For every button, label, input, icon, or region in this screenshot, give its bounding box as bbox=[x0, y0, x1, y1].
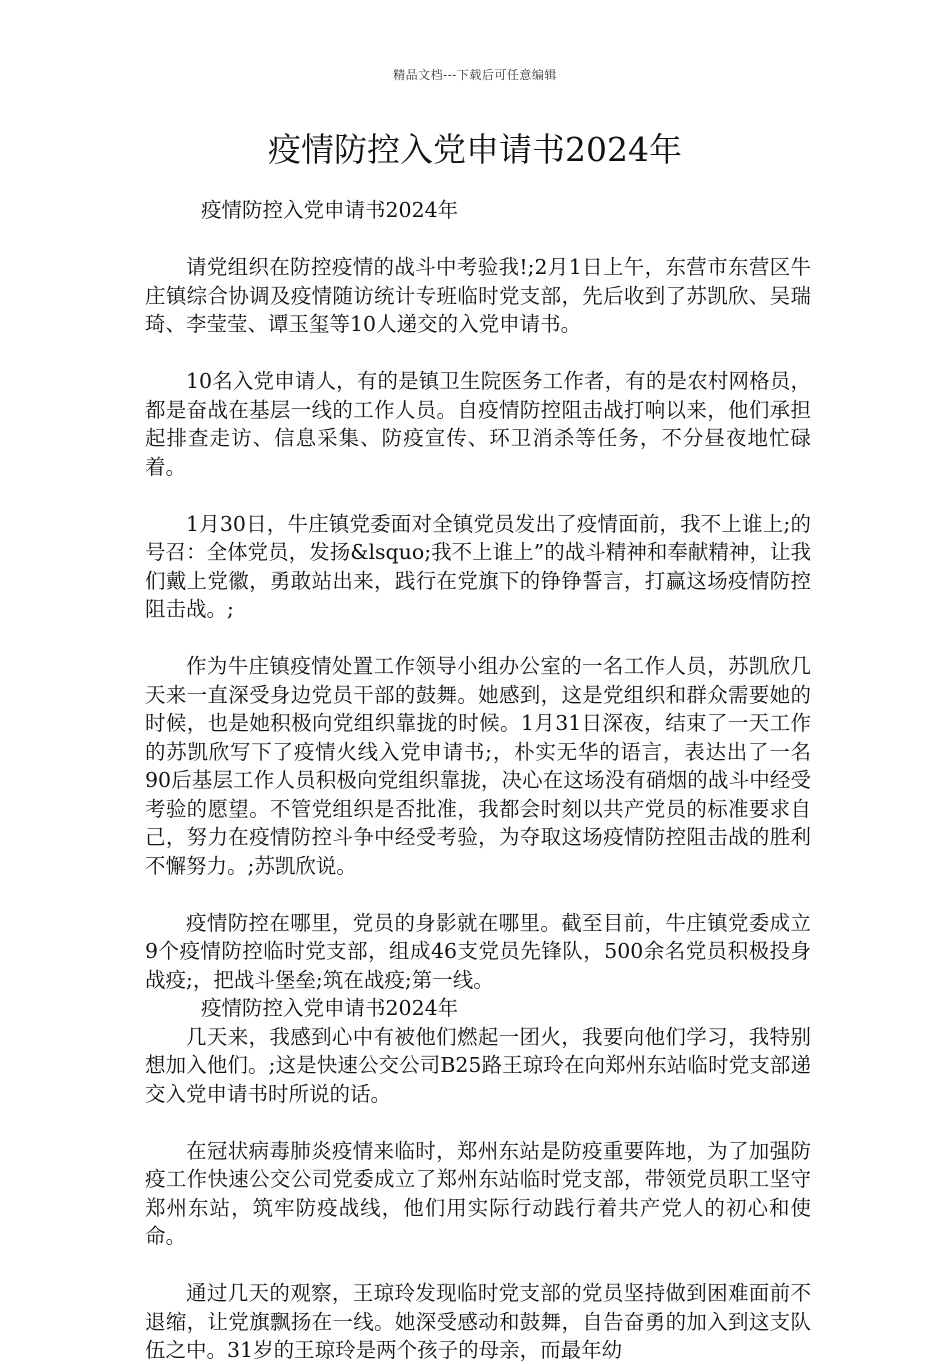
paragraph: 请党组织在防控疫情的战斗中考验我!;2月1日上午，东营市东营区牛庄镇综合协调及疫情随访统计专班临时党支部，先后收到了苏凯欣、吴瑞琦、李莹莹、谭玉玺等10人递交的入党申请书。 bbox=[145, 255, 811, 336]
paragraph-gap bbox=[145, 1108, 811, 1137]
paragraph: 通过几天的观察，王琼玲发现临时党支部的党员坚持做到困难面前不退缩，让党旗飘扬在一线。她深受感动和鼓舞，自告奋勇的加入到这支队伍之中。31岁的王琼玲是两个孩子的母亲，而最年幼 bbox=[145, 1281, 811, 1362]
header-note: 精品文档---下载后可任意编辑 bbox=[393, 68, 557, 82]
paragraph: 10名入党申请人，有的是镇卫生院医务工作者，有的是农村网格员，都是奋战在基层一线的工作人员。自疫情防控阻击战打响以来，他们承担起排查走访、信息采集、防疫宣传、环卫消杀等任务，不分昼夜地忙碌着。 bbox=[145, 369, 811, 479]
document-subtitle: 疫情防控入党申请书2024年 bbox=[201, 198, 459, 222]
paragraph-gap bbox=[145, 880, 811, 909]
paragraph-gap bbox=[145, 624, 811, 653]
paragraph: 在冠状病毒肺炎疫情来临时，郑州东站是防疫重要阵地，为了加强防疫工作快速公交公司党委成立了郑州东站临时党支部，带领党员职工坚守郑州东站，筑牢防疫战线，他们用实际行动践行着共产党人的初心和使命。 bbox=[145, 1138, 811, 1248]
paragraph: 疫情防控在哪里，党员的身影就在哪里。截至目前，牛庄镇党委成立9个疫情防控临时党支部，组成46支党员先锋队，500余名党员积极投身战疫;，把战斗堡垒;筑在战疫;第一线。 bbox=[145, 910, 811, 992]
paragraph-gap bbox=[145, 481, 811, 510]
repeated-subtitle: 疫情防控入党申请书2024年 bbox=[201, 996, 459, 1020]
paragraph-gap bbox=[145, 339, 811, 368]
paragraph: 1月30日，牛庄镇党委面对全镇党员发出了疫情面前，我不上谁上;的号召：全体党员，发扬&lsquo;我不上谁上”的战斗精神和奉献精神，让我们戴上党徽，勇敢站出来，践行在党旗下的铮铮誓言，打赢这场疫情防控阻击战。; bbox=[145, 511, 811, 621]
document-title: 疫情防控入党申请书2024年 bbox=[268, 130, 682, 169]
paragraph-gap bbox=[145, 225, 811, 254]
paragraph: 几天来，我感到心中有被他们燃起一团火，我要向他们学习，我特别想加入他们。;这是快速公交公司B25路王琼玲在向郑州东站临时党支部递交入党申请书时所说的话。 bbox=[145, 1024, 811, 1106]
document-body bbox=[145, 196, 811, 1365]
paragraph-gap bbox=[145, 1251, 811, 1280]
paragraph: 作为牛庄镇疫情处置工作领导小组办公室的一名工作人员，苏凯欣几天来一直深受身边党员干部的鼓舞。她感到，这是党组织和群众需要她的时候，也是她积极向党组织靠拢的时候。1月31日深夜，结束了一天工作的苏凯欣写下了疫情火线入党申请书;，朴实无华的语言，表达出了一名90后基层工作人员积极向党组织靠拢，决心在这场没有硝烟的战斗中经受考验的愿望。不管党组织是否批准，我都会时刻以共产党员的标准要求自己，努力在疫情防控斗争中经受考验，为夺取这场疫情防控阻击战的胜利不懈努力。;苏凯欣说。 bbox=[145, 654, 811, 878]
